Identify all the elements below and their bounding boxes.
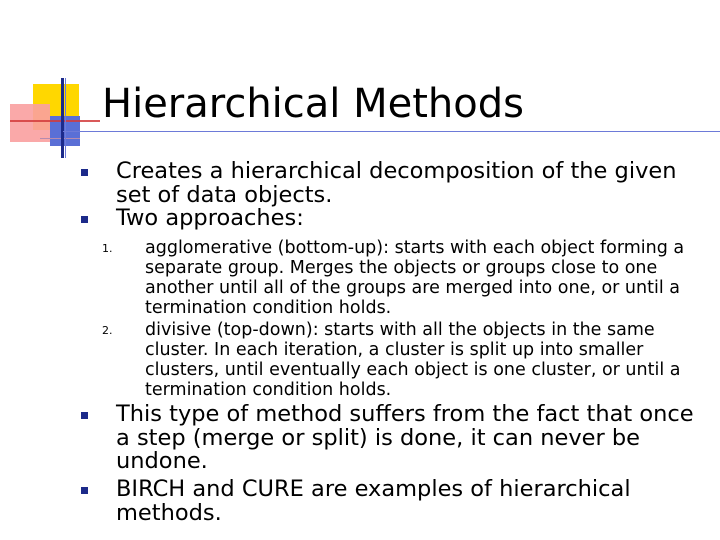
- bullet-item: [116, 207, 696, 231]
- bullet-text: Creates a hierarchical decomposition of the given set of data objects.: [116, 158, 677, 208]
- logo-vertical-line-light: [65, 78, 66, 158]
- logo-red-line: [10, 120, 100, 122]
- square-bullet-icon: [81, 487, 88, 494]
- item-text: divisive (top-down): starts with all the objects in the same cluster. In each iteration, a cluster is split up into smaller clusters, until eventually each object is one cluster, or until a termination condition holds.: [145, 320, 681, 400]
- logo-pink-square: [10, 104, 50, 142]
- logo-light-line: [40, 138, 80, 139]
- bullet-text: BIRCH and CURE are examples of hierarchical methods.: [116, 476, 631, 526]
- logo-vertical-line: [61, 78, 64, 158]
- numbered-item: [102, 320, 685, 400]
- bullet-item: [116, 403, 696, 474]
- bullet-item: [116, 160, 696, 207]
- title-underline: [63, 131, 720, 132]
- item-number: 2.: [102, 324, 113, 337]
- square-bullet-icon: [81, 169, 88, 176]
- numbered-item: [102, 238, 685, 318]
- bullet-item: [116, 478, 696, 525]
- square-bullet-icon: [81, 412, 88, 419]
- item-number: 1.: [102, 242, 113, 255]
- bullet-text: This type of method suffers from the fact that once a step (merge or split) is done, it can never be undone.: [116, 401, 694, 474]
- bullet-text: Two approaches:: [116, 205, 304, 231]
- square-bullet-icon: [81, 216, 88, 223]
- item-text: agglomerative (bottom-up): starts with each object forming a separate group. Merges the objects or groups close to one another until all of the groups are merged into one, or until a termination condition holds.: [145, 238, 685, 318]
- slide-title: Hierarchical Methods: [102, 81, 524, 127]
